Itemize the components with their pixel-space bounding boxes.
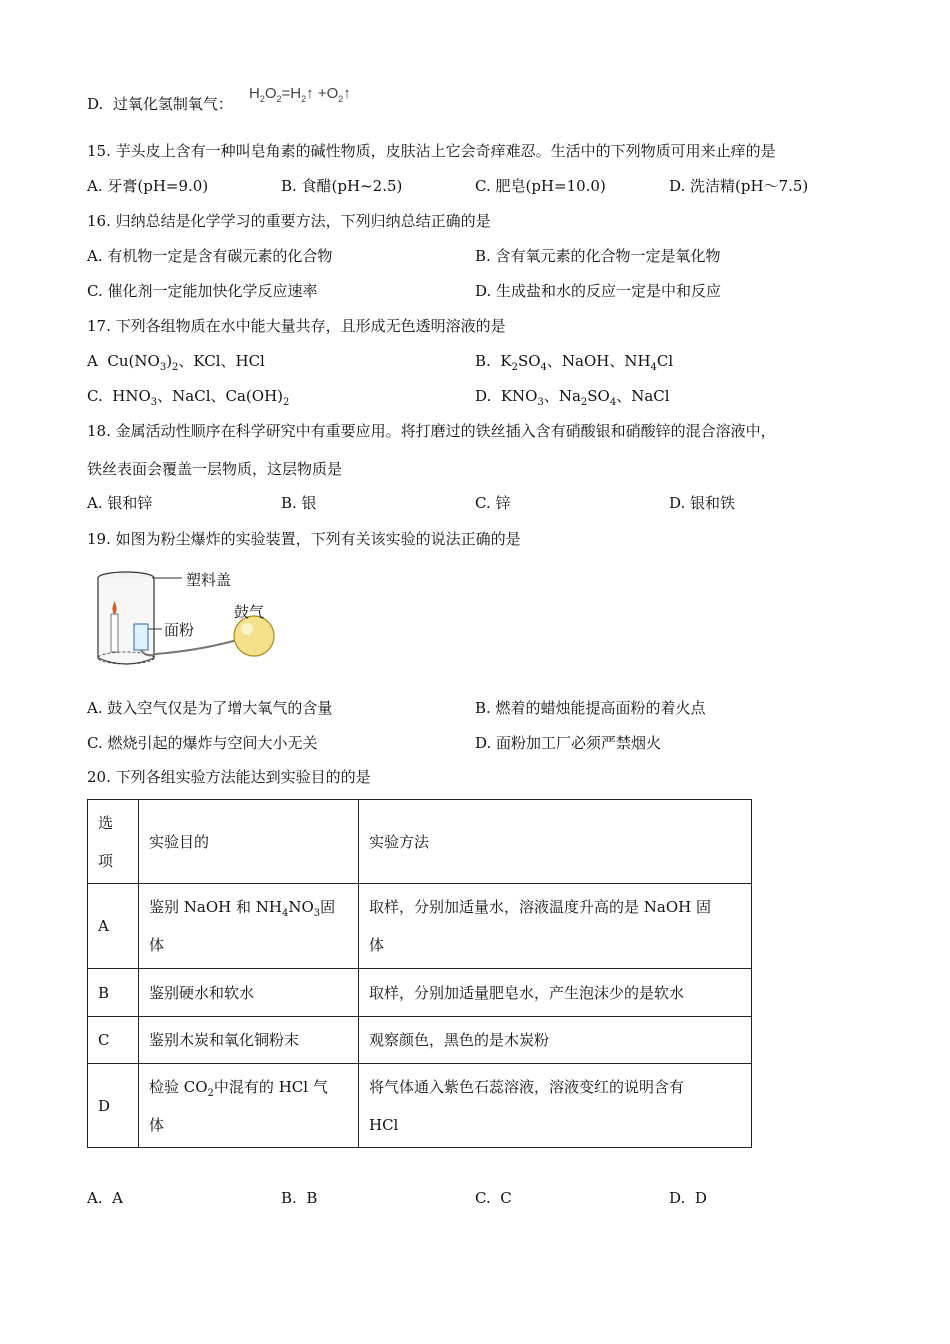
row-d-goal: 检验 $CO_2$中混有的 HCl 气 体 — [139, 1064, 359, 1148]
q16-option-d[interactable]: D. 生成盐和水的反应一定是中和反应 — [475, 282, 722, 300]
q18-stem-line2: 铁丝表面会覆盖一层物质，这层物质是 — [87, 460, 343, 478]
q15-option-b[interactable]: B. 食醋(pH~2.5) — [281, 177, 403, 195]
q15-option-c[interactable]: C. 肥皂(pH=10.0) — [475, 177, 606, 195]
table-row — [88, 884, 752, 969]
q14-equation: $H_2O_2=H_2↑$ $+O_2↑$ — [249, 85, 351, 104]
row-a-option: A — [88, 884, 139, 969]
q19-option-d[interactable]: D. 面粉加工厂必须严禁烟火 — [475, 734, 662, 752]
q16-option-b[interactable]: B. 含有氧元素的化合物一定是氧化物 — [475, 247, 721, 265]
q18-option-d[interactable]: D. 银和铁 — [669, 494, 736, 512]
dust-explosion-figure — [94, 566, 284, 682]
q17-option-a[interactable]: A $Cu(NO_3)_2$、KCl、HCl — [87, 352, 265, 373]
row-a-goal: 鉴别 NaOH 和 $NH_4NO_3$固体 — [139, 884, 359, 969]
table-row — [88, 1064, 752, 1148]
label-air-blow: 鼓气 — [234, 603, 265, 621]
experiment-table — [87, 799, 752, 1148]
q20-option-a[interactable]: A. A — [87, 1189, 123, 1207]
label-flour: 面粉 — [164, 621, 195, 639]
q17-stem: 17. 下列各组物质在水中能大量共存，且形成无色透明溶液的是 — [87, 317, 506, 335]
q17-option-d[interactable]: D. $KNO_3$、$Na_2SO_4$、NaCl — [475, 387, 670, 408]
q20-option-d[interactable]: D. D — [669, 1189, 707, 1207]
q14-option-d-label: D. — [87, 95, 104, 113]
row-b-goal: 鉴别硬水和软水 — [139, 969, 359, 1017]
q18-option-a[interactable]: A. 银和锌 — [87, 494, 153, 512]
row-d-method: 将气体通入紫色石蕊溶液，溶液变红的说明含有 HCl — [359, 1064, 752, 1148]
q19-option-b[interactable]: B. 燃着的蜡烛能提高面粉的着火点 — [475, 699, 706, 717]
q14-option-d-text: 过氧化氢制氧气： — [112, 95, 233, 113]
q19-stem: 19. 如图为粉尘爆炸的实验装置，下列有关该实验的说法正确的是 — [87, 530, 521, 548]
q15-option-a[interactable]: A. 牙膏(pH=9.0) — [87, 177, 209, 195]
q19-option-c[interactable]: C. 燃烧引起的爆炸与空间大小无关 — [87, 734, 318, 752]
row-a-method: 取样，分别加适量水，溶液温度升高的是 NaOH 固 体 — [359, 884, 752, 969]
label-plastic-lid: 塑料盖 — [186, 571, 232, 589]
header-option: 选 项 — [88, 800, 139, 884]
row-c-option: C — [88, 1017, 139, 1064]
row-c-goal: 鉴别木炭和氧化铜粉末 — [139, 1017, 359, 1064]
table-row — [88, 969, 752, 1017]
q14-option-d — [87, 94, 233, 114]
q18-stem-line1: 18. 金属活动性顺序在科学研究中有重要应用。将打磨过的铁丝插入含有硝酸银和硝酸锌的混合溶液中， — [87, 422, 776, 440]
header-goal: 实验目的 — [139, 800, 359, 884]
table-header-row — [88, 800, 752, 884]
q15-option-d[interactable]: D. 洗洁精(pH～7.5) — [669, 177, 809, 195]
q16-option-c[interactable]: C. 催化剂一定能加快化学反应速率 — [87, 282, 318, 300]
q20-option-c[interactable]: C. C — [475, 1189, 512, 1207]
q19-option-a[interactable]: A. 鼓入空气仅是为了增大氧气的含量 — [87, 699, 333, 717]
row-b-option: B — [88, 969, 139, 1017]
q20-option-b[interactable]: B. B — [281, 1189, 318, 1207]
q18-option-c[interactable]: C. 锌 — [475, 494, 511, 512]
q16-option-a[interactable]: A. 有机物一定是含有碳元素的化合物 — [87, 247, 333, 265]
header-method: 实验方法 — [359, 800, 752, 884]
table-row — [88, 1017, 752, 1064]
q16-stem: 16. 归纳总结是化学学习的重要方法，下列归纳总结正确的是 — [87, 212, 491, 230]
q20-stem: 20. 下列各组实验方法能达到实验目的的是 — [87, 768, 371, 786]
row-c-method: 观察颜色，黑色的是木炭粉 — [359, 1017, 752, 1064]
row-d-option: D — [88, 1064, 139, 1148]
row-b-method: 取样，分别加适量肥皂水，产生泡沫少的是软水 — [359, 969, 752, 1017]
q18-option-b[interactable]: B. 银 — [281, 494, 317, 512]
q15-stem: 15. 芋头皮上含有一种叫皂角素的碱性物质，皮肤沾上它会奇痒难忍。生活中的下列物质可用来止痒的是 — [87, 142, 776, 160]
q17-option-b[interactable]: B. $K_2SO_4$、NaOH、$NH_4Cl$ — [475, 352, 674, 373]
q17-option-c[interactable]: C. $HNO_3$、NaCl、$Ca(OH)_2$ — [87, 387, 290, 408]
